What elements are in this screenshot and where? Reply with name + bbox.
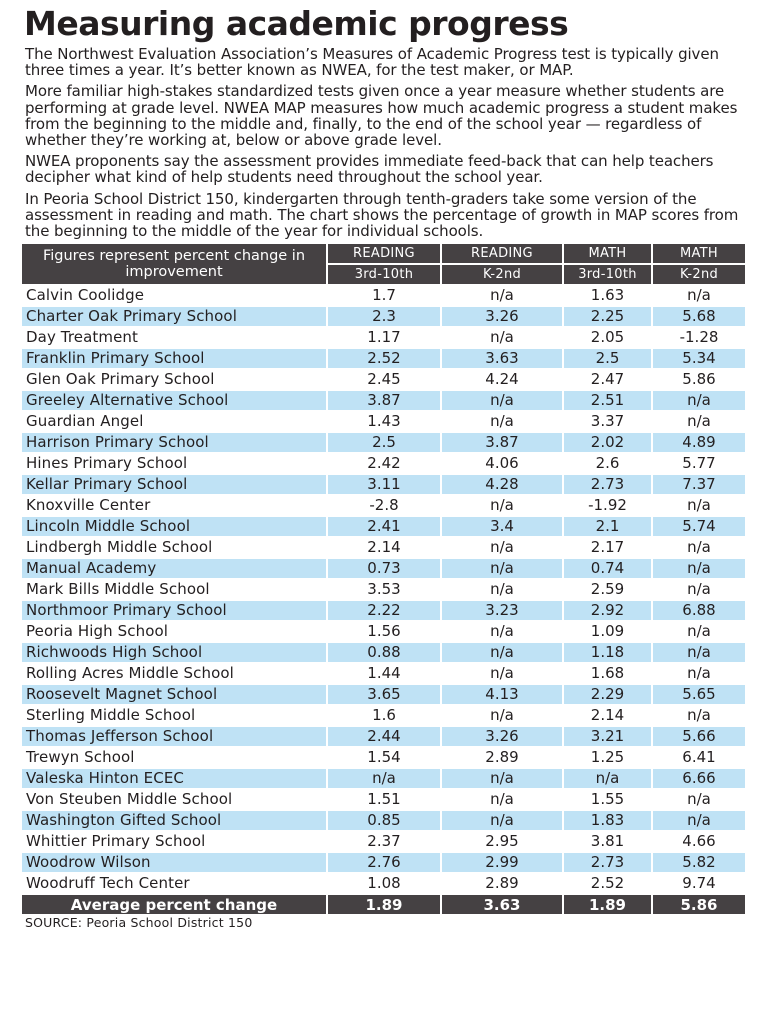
table-row [22, 578, 745, 599]
school-name: Day Treatment [22, 326, 326, 347]
school-name: Richwoods High School [22, 641, 326, 662]
score-cell: n/a [651, 494, 745, 515]
column-grades-header: K-2nd [440, 263, 562, 284]
score-cell: 3.23 [440, 599, 562, 620]
score-cell: 2.1 [562, 515, 651, 536]
score-cell: 2.95 [440, 830, 562, 851]
score-cell: 2.45 [326, 368, 440, 389]
score-cell: 1.68 [562, 662, 651, 683]
table-row [22, 305, 745, 326]
score-cell: 2.89 [440, 746, 562, 767]
table-row [22, 725, 745, 746]
score-cell: n/a [651, 536, 745, 557]
table-body [22, 284, 745, 893]
score-cell: 1.6 [326, 704, 440, 725]
score-cell: n/a [651, 704, 745, 725]
score-cell: 4.66 [651, 830, 745, 851]
school-name: Trewyn School [22, 746, 326, 767]
table-row [22, 683, 745, 704]
score-cell: n/a [440, 809, 562, 830]
school-name: Rolling Acres Middle School [22, 662, 326, 683]
table-row [22, 662, 745, 683]
score-cell: 5.77 [651, 452, 745, 473]
score-cell: 7.37 [651, 473, 745, 494]
score-cell: 5.66 [651, 725, 745, 746]
table-row [22, 599, 745, 620]
table-row [22, 851, 745, 872]
score-cell: 2.99 [440, 851, 562, 872]
score-cell: 2.92 [562, 599, 651, 620]
score-cell: n/a [440, 767, 562, 788]
score-cell: n/a [651, 578, 745, 599]
score-cell: 1.18 [562, 641, 651, 662]
score-cell: 2.05 [562, 326, 651, 347]
score-cell: 2.17 [562, 536, 651, 557]
score-cell: 4.24 [440, 368, 562, 389]
average-value: 5.86 [651, 893, 745, 914]
score-cell: n/a [562, 767, 651, 788]
school-name: Sterling Middle School [22, 704, 326, 725]
score-cell: 3.21 [562, 725, 651, 746]
score-cell: 3.81 [562, 830, 651, 851]
column-subject-header: READING [326, 244, 440, 263]
score-cell: 1.55 [562, 788, 651, 809]
score-cell: 3.87 [440, 431, 562, 452]
score-cell: 3.87 [326, 389, 440, 410]
column-subject-header: READING [440, 244, 562, 263]
score-cell: 2.47 [562, 368, 651, 389]
score-cell: 5.34 [651, 347, 745, 368]
score-cell: n/a [440, 410, 562, 431]
table-row [22, 326, 745, 347]
table-row [22, 515, 745, 536]
score-cell: 1.44 [326, 662, 440, 683]
score-cell: -2.8 [326, 494, 440, 515]
score-cell: 3.37 [562, 410, 651, 431]
score-cell: n/a [440, 662, 562, 683]
table-row [22, 809, 745, 830]
average-row [22, 893, 745, 914]
score-cell: 0.74 [562, 557, 651, 578]
score-cell: 2.5 [326, 431, 440, 452]
score-cell: n/a [440, 704, 562, 725]
table-row [22, 347, 745, 368]
score-cell: 2.73 [562, 851, 651, 872]
column-grades-header: K-2nd [651, 263, 745, 284]
column-grades-header: 3rd-10th [326, 263, 440, 284]
page-title: Measuring academic progress [24, 4, 569, 43]
score-cell: 1.25 [562, 746, 651, 767]
score-cell: 6.41 [651, 746, 745, 767]
score-cell: n/a [651, 284, 745, 305]
score-cell: 1.08 [326, 872, 440, 893]
table-row [22, 641, 745, 662]
intro-text [22, 46, 746, 239]
score-cell: 9.74 [651, 872, 745, 893]
score-cell: n/a [440, 578, 562, 599]
score-cell: n/a [651, 410, 745, 431]
score-cell: n/a [651, 389, 745, 410]
paragraph: NWEA proponents say the assessment provides immediate feed-back that can help teachers decipher what kind of help students need throughout the school year. [25, 152, 714, 187]
score-cell: 6.88 [651, 599, 745, 620]
score-cell: 2.73 [562, 473, 651, 494]
score-cell: 2.3 [326, 305, 440, 326]
score-cell: 2.22 [326, 599, 440, 620]
score-cell: 2.02 [562, 431, 651, 452]
score-cell: 1.63 [562, 284, 651, 305]
score-cell: 2.29 [562, 683, 651, 704]
score-cell: 3.11 [326, 473, 440, 494]
table-row [22, 431, 745, 452]
school-name: Peoria High School [22, 620, 326, 641]
score-cell: n/a [651, 809, 745, 830]
score-cell: 2.25 [562, 305, 651, 326]
score-cell: 2.51 [562, 389, 651, 410]
table-row [22, 452, 745, 473]
score-cell: 3.65 [326, 683, 440, 704]
score-cell: n/a [440, 536, 562, 557]
score-cell: n/a [440, 788, 562, 809]
table-row [22, 788, 745, 809]
score-cell: n/a [440, 620, 562, 641]
school-name: Charter Oak Primary School [22, 305, 326, 326]
column-grades-header: 3rd-10th [562, 263, 651, 284]
school-name: Northmoor Primary School [22, 599, 326, 620]
table-row [22, 368, 745, 389]
score-cell: 1.83 [562, 809, 651, 830]
column-subject-header: MATH [562, 244, 651, 263]
average-value: 1.89 [562, 893, 651, 914]
score-cell: n/a [440, 494, 562, 515]
score-cell: n/a [326, 767, 440, 788]
score-cell: n/a [440, 326, 562, 347]
table-row [22, 494, 745, 515]
table-row [22, 473, 745, 494]
school-name: Kellar Primary School [22, 473, 326, 494]
score-cell: 4.13 [440, 683, 562, 704]
school-name: Guardian Angel [22, 410, 326, 431]
score-cell: 5.65 [651, 683, 745, 704]
progress-table [22, 244, 745, 914]
score-cell: n/a [651, 641, 745, 662]
school-name: Franklin Primary School [22, 347, 326, 368]
school-name: Thomas Jefferson School [22, 725, 326, 746]
score-cell: 2.5 [562, 347, 651, 368]
score-cell: -1.28 [651, 326, 745, 347]
score-cell: 5.74 [651, 515, 745, 536]
infographic [0, 6, 768, 1030]
score-cell: 2.89 [440, 872, 562, 893]
score-cell: 2.37 [326, 830, 440, 851]
paragraph: The Northwest Evaluation Association’s Measures of Academic Progress test is typically given three times a year. It’s better known as NWEA, for the test maker, or MAP. [25, 45, 719, 80]
score-cell: 1.51 [326, 788, 440, 809]
score-cell: 1.56 [326, 620, 440, 641]
score-cell: n/a [651, 788, 745, 809]
school-name: Von Steuben Middle School [22, 788, 326, 809]
score-cell: n/a [440, 284, 562, 305]
paragraph: More familiar high-stakes standardized tests given once a year measure whether students are performing at grade level. NWEA MAP measures how much academic progress a student makes from the beginning to the middle and, finally, to the end of the school year — regardless of whether they’re working at, below or above grade level. [25, 82, 738, 150]
score-cell: 3.26 [440, 725, 562, 746]
column-subject-header: MATH [651, 244, 745, 263]
score-cell: 1.54 [326, 746, 440, 767]
score-cell: 5.86 [651, 368, 745, 389]
school-name: Whittier Primary School [22, 830, 326, 851]
school-name: Washington Gifted School [22, 809, 326, 830]
table-row [22, 284, 745, 305]
score-cell: 1.17 [326, 326, 440, 347]
table-row [22, 410, 745, 431]
score-cell: 1.09 [562, 620, 651, 641]
school-name: Knoxville Center [22, 494, 326, 515]
score-cell: -1.92 [562, 494, 651, 515]
score-cell: 2.14 [326, 536, 440, 557]
school-name: Valeska Hinton ECEC [22, 767, 326, 788]
score-cell: n/a [440, 389, 562, 410]
source-note: SOURCE: Peoria School District 150 [25, 915, 253, 931]
score-cell: 3.26 [440, 305, 562, 326]
score-cell: 1.43 [326, 410, 440, 431]
score-cell: 0.88 [326, 641, 440, 662]
school-name: Glen Oak Primary School [22, 368, 326, 389]
score-cell: 2.14 [562, 704, 651, 725]
average-value: 3.63 [440, 893, 562, 914]
table-row [22, 767, 745, 788]
score-cell: 2.76 [326, 851, 440, 872]
score-cell: 2.59 [562, 578, 651, 599]
table-row [22, 557, 745, 578]
school-name: Lincoln Middle School [22, 515, 326, 536]
score-cell: n/a [440, 557, 562, 578]
school-name: Hines Primary School [22, 452, 326, 473]
table-row [22, 620, 745, 641]
school-name: Roosevelt Magnet School [22, 683, 326, 704]
school-name: Greeley Alternative School [22, 389, 326, 410]
table-row [22, 704, 745, 725]
label-column-header: Figures represent percent change in improvement [22, 244, 326, 284]
score-cell: n/a [651, 620, 745, 641]
score-cell: 5.82 [651, 851, 745, 872]
school-name: Harrison Primary School [22, 431, 326, 452]
score-cell: 1.7 [326, 284, 440, 305]
score-cell: n/a [440, 641, 562, 662]
score-cell: 2.44 [326, 725, 440, 746]
score-cell: 2.6 [562, 452, 651, 473]
school-name: Woodruff Tech Center [22, 872, 326, 893]
score-cell: 6.66 [651, 767, 745, 788]
paragraph: In Peoria School District 150, kindergarten through tenth-graders take some version of the assessment in reading and math. The chart shows the percentage of growth in MAP scores from the beginning to the middle of the year for individual schools. [25, 189, 739, 241]
table-row [22, 536, 745, 557]
score-cell: 2.52 [326, 347, 440, 368]
score-cell: 4.06 [440, 452, 562, 473]
table-row [22, 872, 745, 893]
school-name: Mark Bills Middle School [22, 578, 326, 599]
school-name: Manual Academy [22, 557, 326, 578]
score-cell: n/a [651, 557, 745, 578]
average-value: 1.89 [326, 893, 440, 914]
score-cell: n/a [651, 662, 745, 683]
table-row [22, 746, 745, 767]
score-cell: 0.85 [326, 809, 440, 830]
score-cell: 4.89 [651, 431, 745, 452]
score-cell: 3.53 [326, 578, 440, 599]
table-row [22, 389, 745, 410]
average-label: Average percent change [22, 893, 326, 914]
score-cell: 3.63 [440, 347, 562, 368]
school-name: Calvin Coolidge [22, 284, 326, 305]
score-cell: 4.28 [440, 473, 562, 494]
score-cell: 2.42 [326, 452, 440, 473]
school-name: Lindbergh Middle School [22, 536, 326, 557]
score-cell: 3.4 [440, 515, 562, 536]
score-cell: 0.73 [326, 557, 440, 578]
score-cell: 2.52 [562, 872, 651, 893]
school-name: Woodrow Wilson [22, 851, 326, 872]
table-row [22, 830, 745, 851]
score-cell: 5.68 [651, 305, 745, 326]
score-cell: 2.41 [326, 515, 440, 536]
